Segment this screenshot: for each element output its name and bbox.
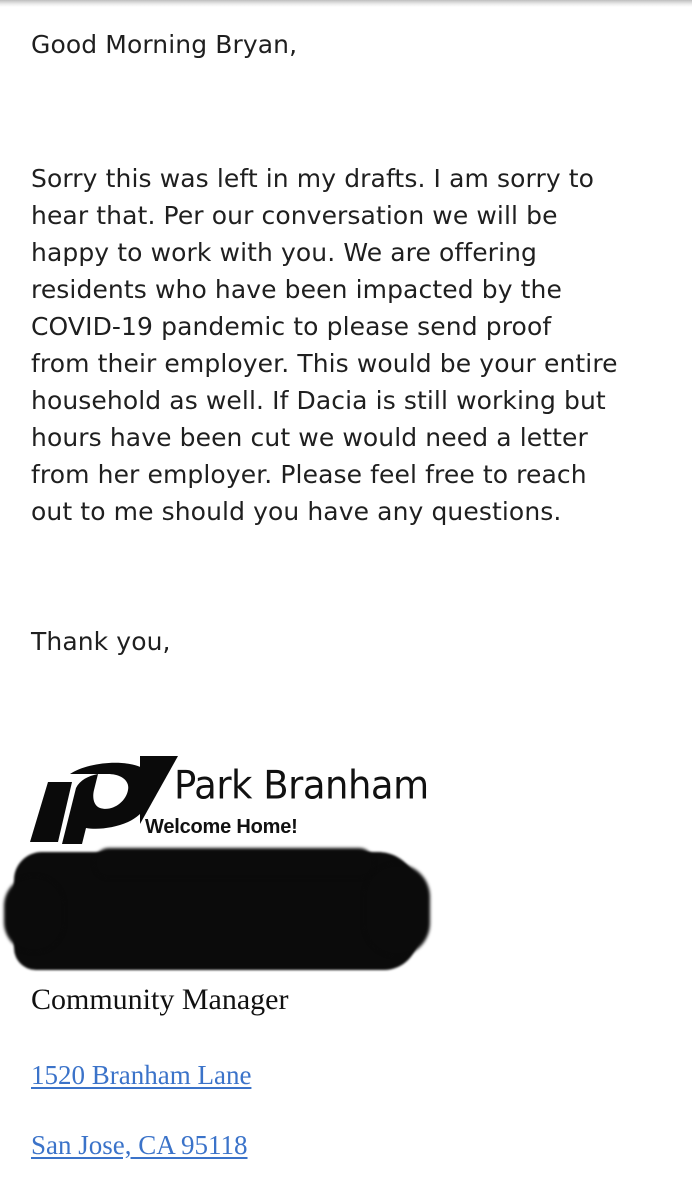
message-line: COVID-19 pandemic to please send proof xyxy=(31,312,552,341)
redaction-mark xyxy=(364,864,430,956)
email-message xyxy=(31,160,671,530)
message-line: from their employer. This would be your entire xyxy=(31,349,618,378)
message-line: out to me should you have any questions. xyxy=(31,497,562,526)
p-logo-tail xyxy=(140,756,178,824)
redaction-mark xyxy=(4,876,64,952)
redaction-mark xyxy=(94,848,374,878)
message-line: happy to work with you. We are offering xyxy=(31,238,538,267)
email-closing: Thank you, xyxy=(31,627,171,656)
address-line1-link[interactable]: 1520 Branham Lane xyxy=(31,1060,252,1090)
email-greeting: Good Morning Bryan, xyxy=(31,30,298,59)
message-line: from her employer. Please feel free to reach xyxy=(31,460,587,489)
message-line: hear that. Per our conversation we will be xyxy=(31,201,558,230)
logo-name: Park Branham xyxy=(174,762,429,809)
redacted-signature-name xyxy=(4,848,432,976)
address-line2-link[interactable]: San Jose, CA 95118 xyxy=(31,1130,248,1160)
message-line: residents who have been impacted by the xyxy=(31,275,562,304)
message-line: hours have been cut we would need a letter xyxy=(31,423,588,452)
message-line: Sorry this was left in my drafts. I am sorry to xyxy=(31,164,595,193)
p-logo-bowl xyxy=(62,763,153,844)
top-edge-shadow xyxy=(0,0,692,7)
company-logo xyxy=(28,752,448,852)
signature-title: Community Manager xyxy=(31,983,289,1016)
logo-tagline: Welcome Home! xyxy=(145,816,298,838)
message-line: household as well. If Dacia is still working but xyxy=(31,386,606,415)
